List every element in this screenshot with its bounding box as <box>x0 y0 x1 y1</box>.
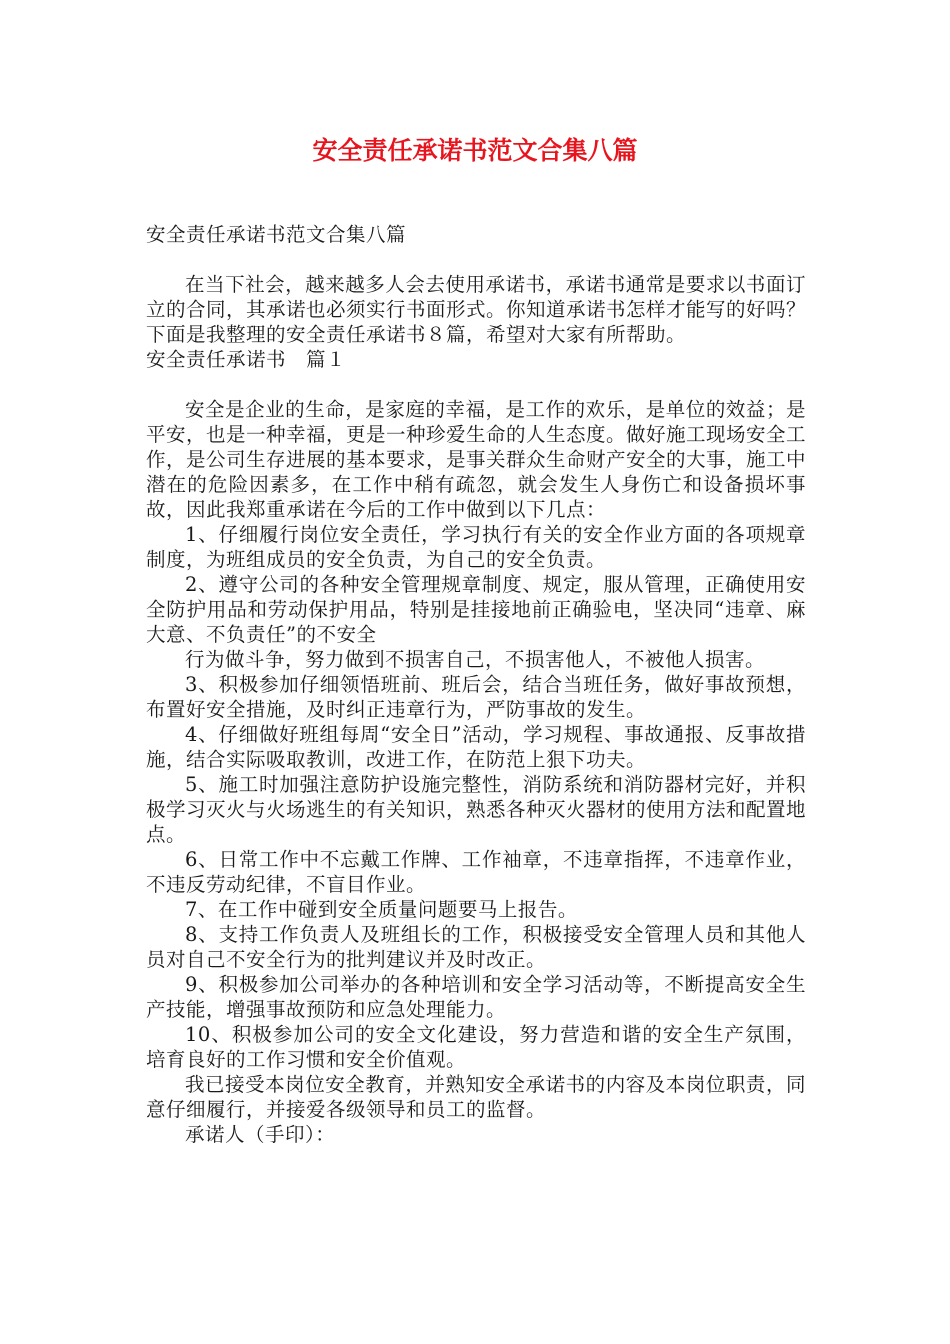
list-item-10: 10、积极参加公司的安全文化建设，努力营造和谐的安全生产氛围，培育良好的工作习惯和安全价值观。 <box>146 1023 806 1071</box>
list-item-2-continued: 行为做斗争，努力做到不损害自己，不损害他人，不被他人损害。 <box>185 648 766 671</box>
list-item-7: 7、在工作中碰到安全质量问题要马上报告。 <box>185 898 578 921</box>
list-item-9: 9、积极参加公司举办的各种培训和安全学习活动等，不断提高安全生产技能，增强事故预防和应急处理能力。 <box>146 973 806 1021</box>
document-title: 安全责任承诺书范文合集八篇 <box>312 136 638 165</box>
list-item-5: 5、施工时加强注意防护设施完整性，消防系统和消防器材完好，并积极学习灭火与火场逃生的有关知识，熟悉各种灭火器材的使用方法和配置地点。 <box>146 773 807 846</box>
list-item-3: 3、积极参加仔细领悟班前、班后会，结合当班任务，做好事故预想，布置好安全措施，及时纠正违章行为，严防事故的发生。 <box>146 673 806 721</box>
closing-paragraph: 我已接受本岗位安全教育，并熟知安全承诺书的内容及本岗位职责，同意仔细履行，并接爱各级领导和员工的监督。 <box>146 1073 806 1121</box>
list-item-2: 2、遵守公司的各种安全管理规章制度、规定，服从管理，正确使用安全防护用品和劳动保护用品，特别是挂接地前正确验电，坚决同“违章、麻大意、不负责任”的不安全 <box>146 573 806 646</box>
section-heading: 安全责任承诺书 篇１ <box>146 348 347 371</box>
document-body <box>146 222 806 1147</box>
document-subtitle: 安全责任承诺书范文合集八篇 <box>146 223 407 246</box>
paragraph-1: 安全是企业的生命，是家庭的幸福，是工作的欢乐，是单位的效益；是平安，也是一种幸福，更是一种珍爱生命的人生态度。做好施工现场安全工作，是公司生存进展的基本要求，是事关群众生命财产安全的大事，施工中潜在的危险因素多，在工作中稍有疏忽，就会发生人身伤亡和设备损坏事故，因此我郑重承诺在今后的工作中做到以下几点： <box>146 398 807 521</box>
list-item-6: 6、日常工作中不忘戴工作牌、工作袖章，不违章指挥，不违章作业，不违反劳动纪律，不盲目作业。 <box>146 848 806 896</box>
signature-line: 承诺人（手印）： <box>185 1123 336 1146</box>
intro-paragraph: 在当下社会，越来越多人会去使用承诺书，承诺书通常是要求以书面订立的合同，其承诺也必须实行书面形式。你知道承诺书怎样才能写的好吗？下面是我整理的安全责任承诺书８篇，希望对大家有所帮助。 <box>146 273 807 346</box>
list-item-4: 4、仔细做好班组每周“安全日”活动，学习规程、事故通报、反事故措施，结合实际吸取教训，改进工作，在防范上狠下功夫。 <box>146 723 806 771</box>
list-item-1: 1、仔细履行岗位安全责任，学习执行有关的安全作业方面的各项规章制度，为班组成员的安全负责，为自己的安全负责。 <box>146 523 806 571</box>
list-item-8: 8、支持工作负责人及班组长的工作，积极接受安全管理人员和其他人员对自己不安全行为的批判建议并及时改正。 <box>146 923 806 971</box>
